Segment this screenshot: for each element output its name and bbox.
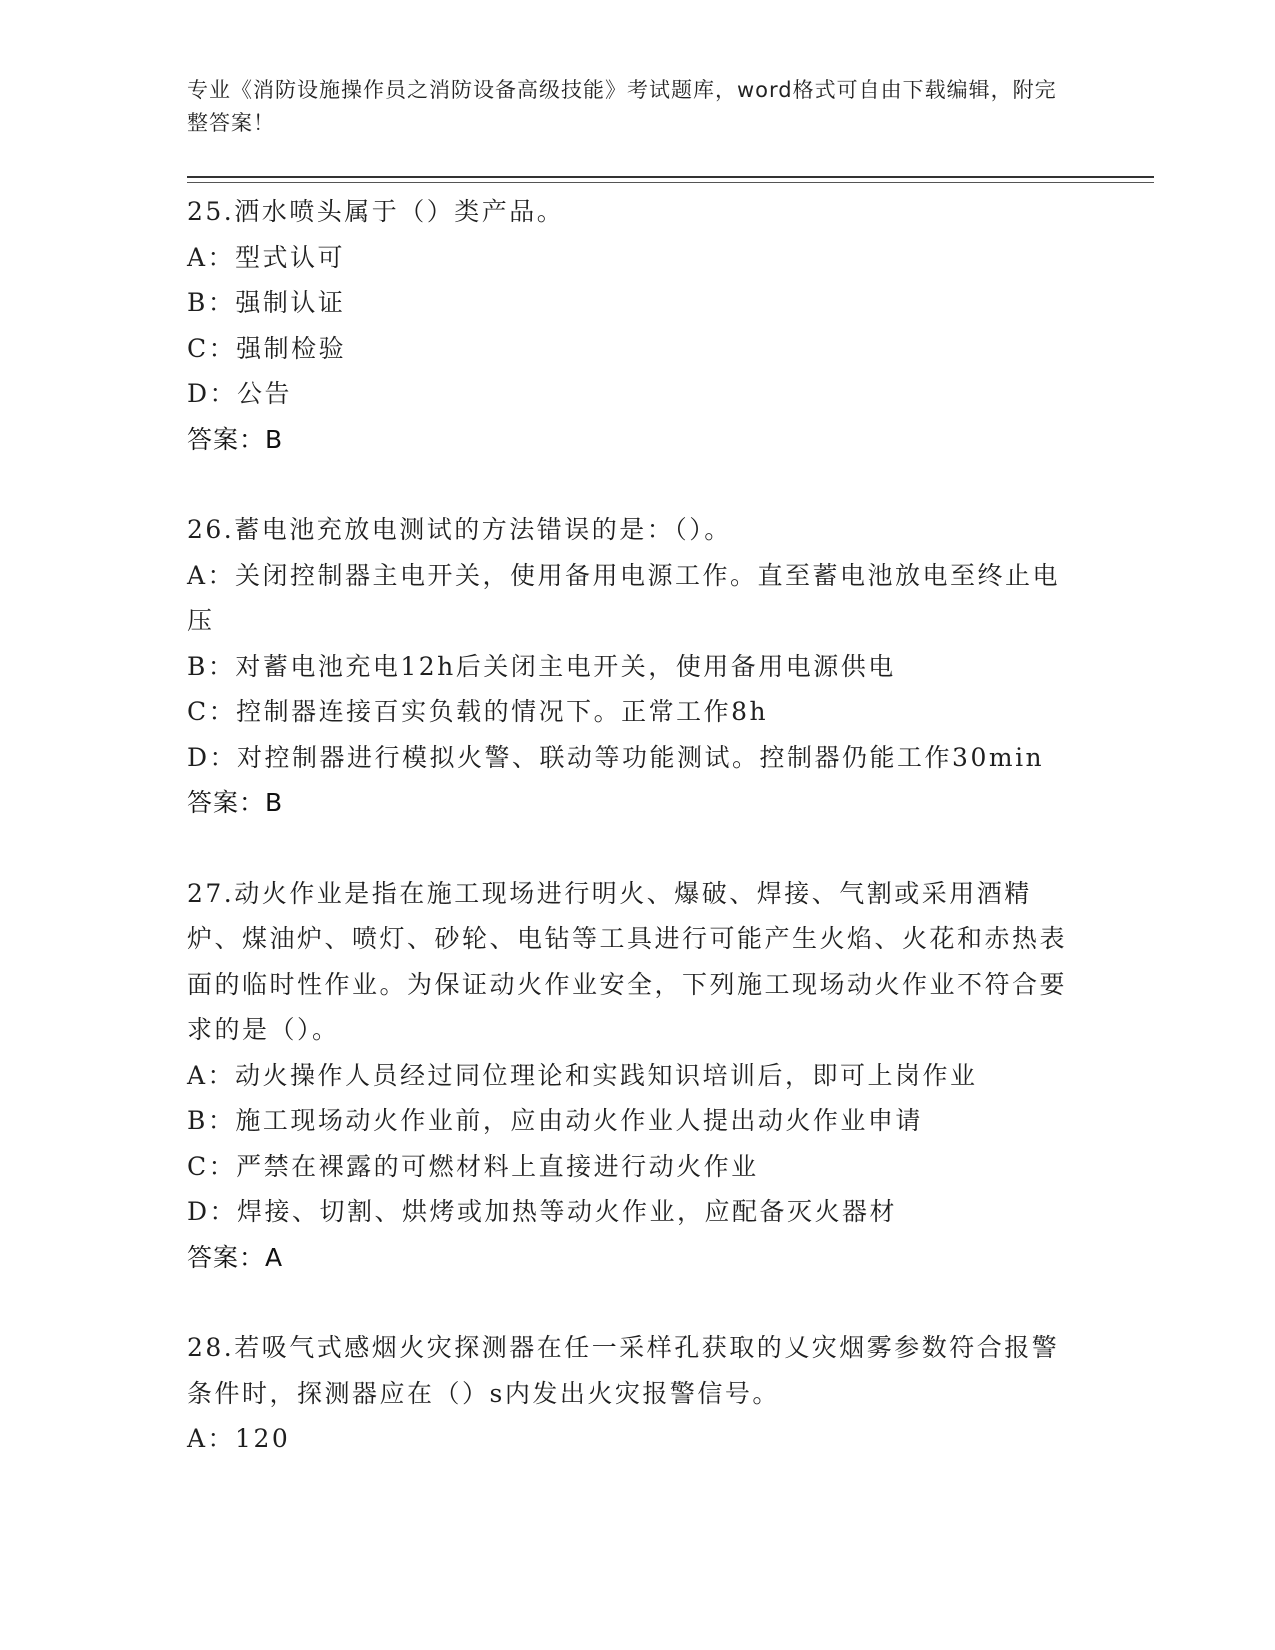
option-c: C：强制检验	[187, 333, 347, 363]
option-b: B：施工现场动火作业前，应由动火作业人提出动火作业申请	[187, 1106, 923, 1135]
answer: 答案：A	[187, 1242, 284, 1272]
document-header: 专业《消防设施操作员之消防设备高级技能》考试题库，word格式可自由下载编辑，附完整答案！	[187, 78, 1057, 135]
option-a: A：120	[187, 1424, 291, 1453]
question-28	[187, 1325, 1077, 1462]
question-stem: 28.若吸气式感烟火灾探测器在任一采样孔获取的乂灾烟雾参数符合报警条件时，探测器应在（）s内发出火灾报警信号。	[187, 1333, 1060, 1408]
question-stem: 27.动火作业是指在施工现场进行明火、爆破、焊接、气割或采用酒精炉、煤油炉、喷灯、砂轮、电钻等工具进行可能产生火焰、火花和赤热表面的临时性作业。为保证动火作业安全，下列施工现场动火作业不符合要求的是（）。	[187, 878, 1068, 1044]
answer: 答案：B	[187, 424, 284, 454]
option-c: C：严禁在裸露的可燃材料上直接进行动火作业	[187, 1151, 759, 1181]
option-b: B：对蓄电池充电12h后关闭主电开关，使用备用电源供电	[187, 651, 896, 681]
header-divider-thick	[187, 176, 1154, 178]
option-d: D：焊接、切割、烘烤或加热等动火作业，应配备灭火器材	[187, 1197, 898, 1226]
question-27	[187, 871, 1077, 1281]
option-a: A：动火操作人员经过同位理论和实践知识培训后，即可上岗作业	[187, 1060, 978, 1090]
option-b: B：强制认证	[187, 288, 346, 317]
question-stem: 26.蓄电池充放电测试的方法错误的是：（）。	[187, 515, 732, 544]
option-d: D：公告	[187, 379, 293, 408]
answer: 答案：B	[187, 788, 284, 817]
option-d: D：对控制器进行模拟火警、联动等功能测试。控制器仍能工作30min	[187, 742, 1045, 772]
option-a: A：型式认可	[187, 242, 346, 272]
question-25	[187, 189, 1077, 462]
question-list	[187, 189, 1077, 1507]
header-divider-thin	[187, 182, 1154, 183]
option-a: A：关闭控制器主电开关，使用备用电源工作。直至蓄电池放电至终止电压	[187, 560, 1061, 635]
question-stem: 25.洒水喷头属于（）类产品。	[187, 197, 565, 226]
question-26	[187, 507, 1077, 826]
option-c: C：控制器连接百实负载的情况下。正常工作8h	[187, 697, 769, 726]
